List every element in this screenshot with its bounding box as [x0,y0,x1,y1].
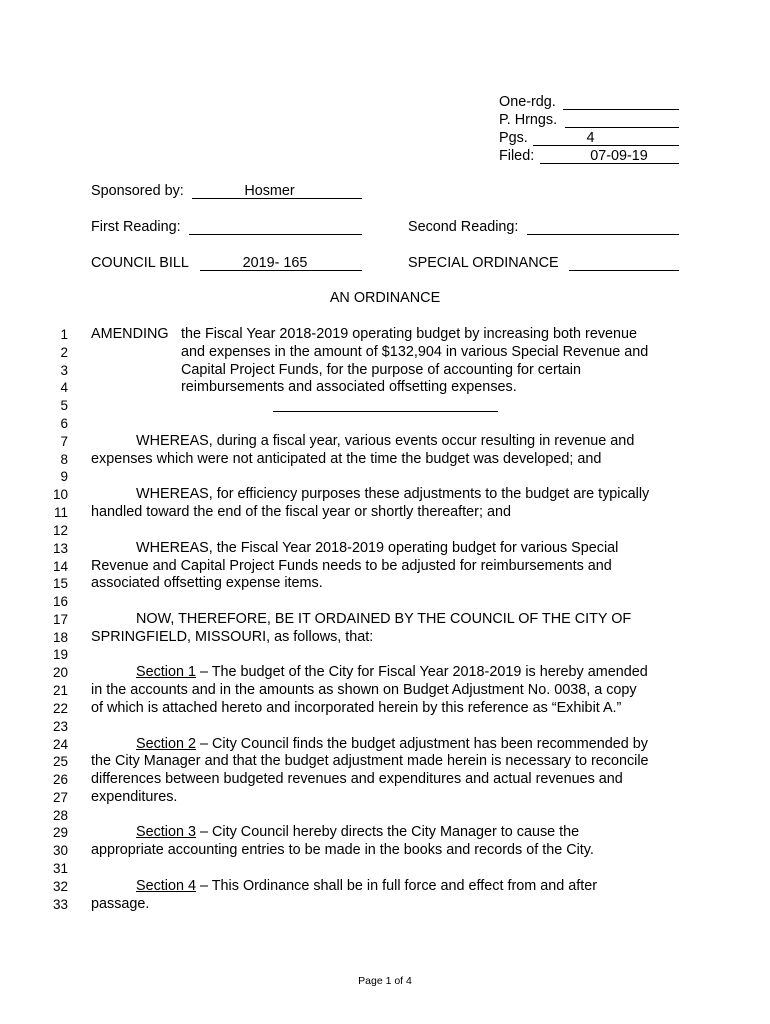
first-reading-label: First Reading: [91,219,181,235]
whereas-line: WHEREAS, the Fiscal Year 2018-2019 operating budget for various Special [136,540,619,556]
section-heading: Section 1 [136,664,197,680]
special-ordinance-label: SPECIAL ORDINANCE [408,255,559,271]
line-number: 17 [52,612,68,627]
line-number: 4 [60,380,68,395]
section-text: – City Council finds the budget adjustment has been recommended by [196,736,648,752]
special-ordinance-line [569,270,679,271]
section-line: appropriate accounting entries to be made in the books and records of the City. [91,842,594,858]
section-line: the City Manager and that the budget adjustment made herein is necessary to reconcile [91,753,649,769]
whereas-line: Revenue and Capital Project Funds needs to be adjusted for reimbursements and [91,558,612,574]
line-number: 20 [52,665,68,680]
line-number: 33 [52,897,68,912]
whereas-line: associated offsetting expense items. [91,575,323,591]
section-line: in the accounts and in the amounts as shown on Budget Adjustment No. 0038, a copy [91,682,637,698]
line-number: 13 [52,541,68,556]
amending-keyword: AMENDING [91,326,169,342]
line-number: 9 [60,469,68,484]
one-rdg-label: One-rdg. [499,94,556,110]
section-line: passage. [91,896,150,912]
line-number: 3 [60,363,68,378]
second-reading-line [527,234,679,235]
line-number: 5 [60,398,68,413]
second-reading-label: Second Reading: [408,219,519,235]
line-number: 30 [52,843,68,858]
now-therefore-line: SPRINGFIELD, MISSOURI, as follows, that: [91,629,374,645]
sponsored-label: Sponsored by: [91,183,184,199]
line-number: 26 [52,772,68,787]
line-number: 12 [52,523,68,538]
section-line: of which is attached hereto and incorporated herein by this reference as “Exhibit A.” [91,700,622,716]
section-text: – City Council hereby directs the City Manager to cause the [196,824,580,840]
line-number: 31 [52,861,68,876]
whereas-line: WHEREAS, for efficiency purposes these adjustments to the budget are typically [136,486,650,502]
section-line: expenditures. [91,789,178,805]
first-reading-line [189,234,362,235]
whereas-line: handled toward the end of the fiscal year or shortly thereafter; and [91,504,511,520]
pgs-value: 4 [586,130,595,146]
council-bill-label: COUNCIL BILL [91,255,189,271]
amending-line: reimbursements and associated offsetting expenses. [181,379,517,395]
section-heading: Section 3 [136,824,197,840]
line-number: 18 [52,630,68,645]
amending-divider [273,411,498,412]
section-line: differences between budgeted revenues and expenditures and actual revenues and [91,771,623,787]
line-number: 28 [52,808,68,823]
section-text: – This Ordinance shall be in full force and effect from and after [196,878,598,894]
section-heading: Section 4 [136,878,197,894]
p-hrngs-label: P. Hrngs. [499,112,558,128]
p-hrngs-line [565,127,679,128]
line-number: 11 [53,505,68,520]
line-number: 19 [52,647,68,662]
sponsored-value: Hosmer [244,183,295,199]
line-number: 14 [52,559,68,574]
section-2-first-line [136,736,648,753]
now-therefore-line: NOW, THEREFORE, BE IT ORDAINED BY THE COUNCIL OF THE CITY OF [136,611,632,627]
filed-label: Filed: [499,148,535,164]
line-number: 1 [60,327,68,342]
line-number: 7 [60,434,68,449]
line-number: 15 [52,576,68,591]
line-number: 27 [52,790,68,805]
amending-line: Capital Project Funds, for the purpose of accounting for certain [181,362,581,378]
line-number: 32 [52,879,68,894]
line-number: 24 [52,737,68,752]
line-number: 21 [52,683,68,698]
one-rdg-line [563,109,679,110]
ordinance-title: AN ORDINANCE [329,290,441,306]
line-number: 6 [60,416,68,431]
line-number: 25 [52,754,68,769]
amending-line: and expenses in the amount of $132,904 in various Special Revenue and [181,344,649,360]
whereas-line: WHEREAS, during a fiscal year, various events occur resulting in revenue and [136,433,635,449]
section-1-first-line [136,664,648,681]
section-text: – The budget of the City for Fiscal Year 2018-2019 is hereby amended [196,664,648,680]
line-number: 10 [52,487,68,502]
section-heading: Section 2 [136,736,197,752]
line-number: 29 [52,825,68,840]
page-number: Page 1 of 4 [358,975,412,987]
line-number: 23 [52,719,68,734]
line-number: 8 [60,452,68,467]
section-4-first-line [136,878,597,895]
filed-value: 07-09-19 [590,148,648,164]
amending-line: the Fiscal Year 2018-2019 operating budget by increasing both revenue [181,326,638,342]
pgs-label: Pgs. [499,130,528,146]
line-number: 22 [52,701,68,716]
section-3-first-line [136,824,579,841]
council-bill-value: 2019- 165 [242,255,308,271]
line-number: 2 [60,345,68,360]
whereas-line: expenses which were not anticipated at the time the budget was developed; and [91,451,602,467]
line-number: 16 [52,594,68,609]
